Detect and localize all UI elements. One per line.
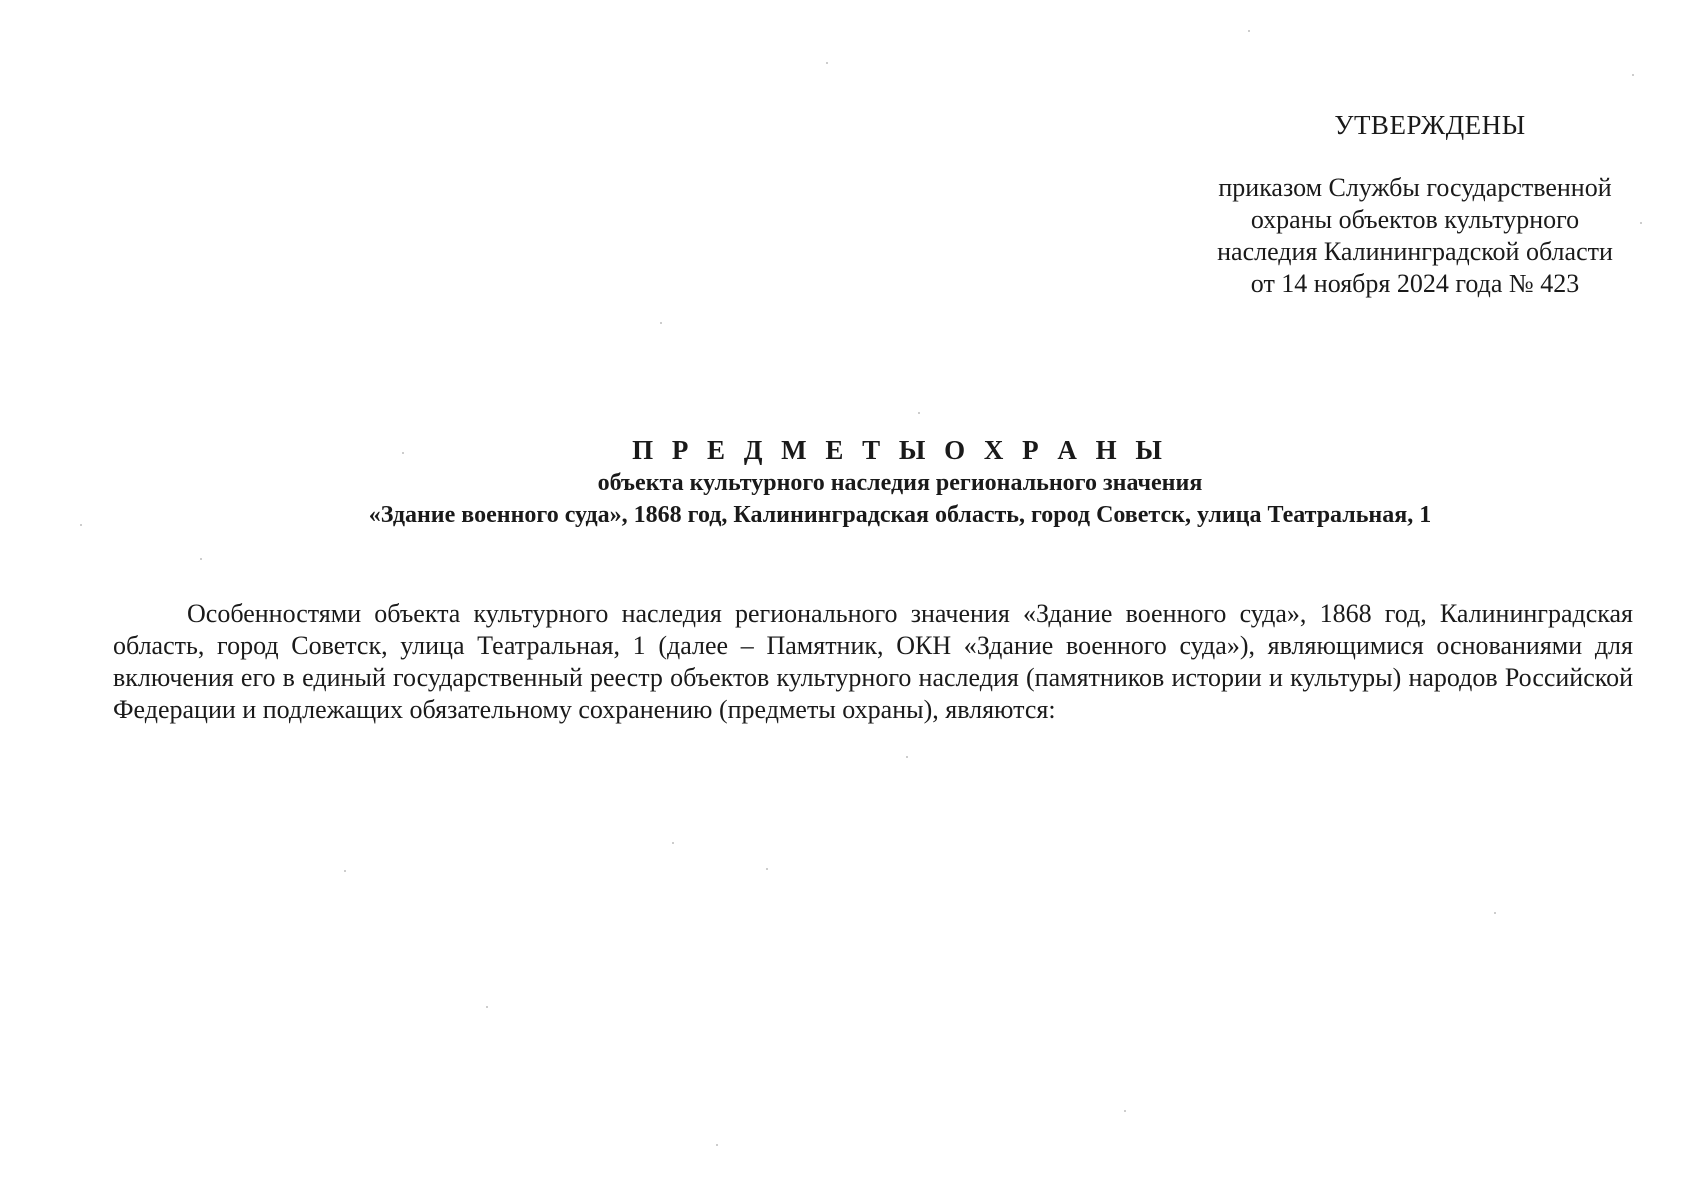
scan-speck [402,452,404,454]
body-paragraph: Особенностями объекта культурного наследия регионального значения «Здание военного суда», 1868 год, Калининградская область, город Советск, улица Театральная, 1 (далее – Памятник, ОКН «Здание военного суда»), являющимися основаниями для включения его в единый государственный реестр объектов культурного наследия (памятников истории и культуры) народов Российской Федерации и подлежащих обязательному сохранению (предметы охраны), являются: [113,599,1633,724]
scan-speck [826,62,828,64]
scan-speck [1632,74,1634,76]
scan-speck [918,412,920,414]
approval-line-1: приказом Службы государственной [1218,173,1612,202]
approval-line-3: наследия Калининградской области [1217,237,1613,266]
document-heading [120,433,1680,531]
approval-stamp-block [1175,108,1655,300]
scan-speck [486,1006,488,1008]
scan-speck [1494,912,1496,914]
approval-order-reference [1175,172,1655,300]
scan-speck [716,1144,718,1146]
document-title: П Р Е Д М Е Т Ы О Х Р А Н Ы [632,435,1168,465]
approval-line-4: от 14 ноября 2024 года № 423 [1250,269,1580,298]
approval-line-2: охраны объектов культурного [1250,205,1580,234]
scan-speck [80,524,82,526]
scan-speck [1640,222,1642,224]
document-subtitle-object-type: объекта культурного наследия регионального значения [597,470,1203,496]
scan-speck [1124,1110,1126,1112]
scan-speck [906,756,908,758]
scan-speck [766,868,768,870]
scan-speck [200,558,202,560]
scan-speck [344,870,346,872]
scan-speck [660,322,662,324]
scan-speck [672,842,674,844]
approval-title: УТВЕРЖДЕНЫ [1334,110,1526,140]
scan-speck [1248,30,1250,32]
document-subtitle-object-name: «Здание военного суда», 1868 год, Калининградская область, город Советск, улица Театральная, 1 [368,502,1432,528]
